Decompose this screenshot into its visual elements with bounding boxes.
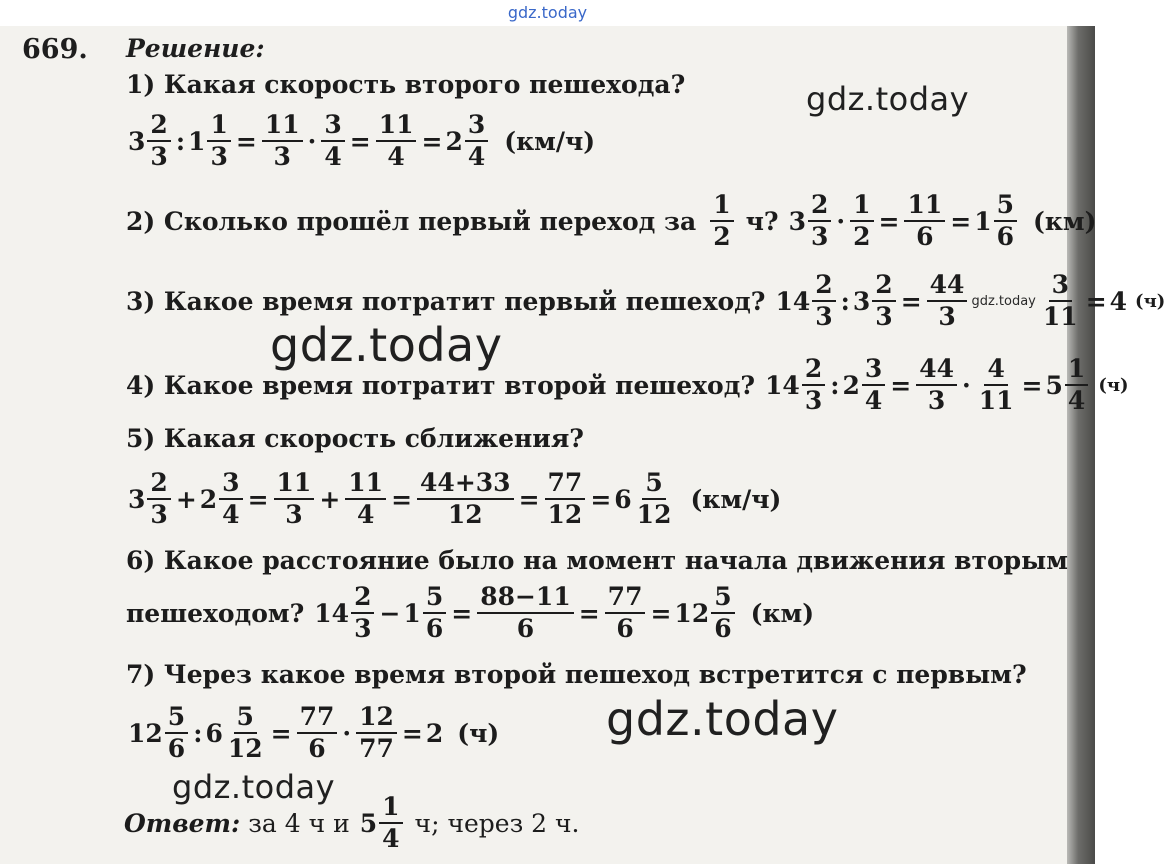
answer-post: ч; через 2 ч. [414,808,580,838]
fraction: $\frac{2}{3}$ [147,112,170,171]
equals-sign: = [590,484,612,514]
question-5-text: 5) Какая скорость сближения? [126,424,584,453]
unit: (км/ч) [690,484,782,514]
fraction: $\frac{3}{4}$ [465,112,488,171]
answer-pre: за 4 ч и [248,808,350,838]
equation-6 [126,584,814,643]
unit: (км/ч) [504,126,596,156]
equals-sign: = [247,484,269,514]
minus-operator: − [379,598,401,628]
fraction: $\frac{2}{3}$ [147,470,170,529]
fraction: $\frac{77}{6}$ [297,704,338,763]
mixed-whole: 14 [775,286,811,316]
fraction: $\frac{88-11}{6}$ [477,584,574,643]
equals-sign: = [391,484,413,514]
fraction: $\frac{2}{3}$ [812,272,835,331]
plus-operator: + [175,484,197,514]
mixed-whole: 5 [1045,370,1063,400]
fraction: $\frac{77}{6}$ [605,584,646,643]
page-binding-edge [1067,26,1095,864]
mixed-whole: 5 [359,808,378,838]
question-7-text: 7) Через какое время второй пешеход встретится с первым? [126,660,1027,689]
fraction: $\frac{5}{6}$ [711,584,734,643]
equals-sign: = [401,718,423,748]
mixed-whole: 14 [314,598,350,628]
mixed-whole: 1 [188,126,206,156]
fraction: $\frac{44+33}{12}$ [417,470,514,529]
equals-sign: = [270,718,292,748]
fraction: $\frac{4}{11}$ [978,354,1014,416]
fraction: $\frac{12}{77}$ [356,704,397,763]
hour-question: ч? [745,206,779,236]
fraction: $\frac{11}{4}$ [345,470,386,529]
equals-sign: = [518,484,540,514]
mixed-whole: 3 [852,286,871,316]
mixed-whole: 3 [128,484,146,514]
mixed-whole: 12 [128,718,163,748]
operator: : [175,126,186,156]
mixed-whole: 2 [842,370,860,400]
fraction: $\frac{3}{4}$ [219,470,242,529]
fraction: $\frac{5}{6}$ [165,704,188,763]
question-7 [126,660,1027,689]
dot-operator: · [342,718,352,748]
fraction: $\frac{2}{3}$ [351,584,374,643]
fraction: $\frac{11}{4}$ [376,112,417,171]
fraction: $\frac{3}{4}$ [321,112,344,171]
mixed-whole: 3 [128,126,146,156]
unit: (ч) [1098,374,1129,396]
equals-sign: = [650,598,672,628]
operator: : [830,370,840,400]
equals-sign: = [421,126,443,156]
fraction: $\frac{11}{3}$ [274,470,315,529]
question-1 [126,70,685,99]
fraction: $\frac{2}{3}$ [802,356,825,415]
question-6 [126,546,1068,575]
question-6-text: 6) Какое расстояние было на момент начала движения вторым [126,546,1068,575]
fraction: $\frac{11}{3}$ [262,112,303,171]
equation-6-lead: пешеходом? [126,598,305,628]
equals-sign: = [578,598,600,628]
result: 2 [425,718,444,748]
inline-watermark: gdz.today [971,293,1036,309]
unit: (км) [750,598,815,628]
fraction: $\frac{2}{3}$ [808,192,831,251]
top-watermark: gdz.today [507,3,588,22]
fraction: $\frac{77}{12}$ [545,470,586,529]
operator: : [840,286,850,316]
fraction: $\frac{1}{2}$ [710,192,733,251]
fraction: $\frac{3}{11}$ [1042,270,1078,332]
mixed-whole: 2 [445,126,463,156]
watermark: gdz.today [606,692,839,746]
question-2 [126,192,1096,251]
fraction: $\frac{3}{4}$ [862,356,885,415]
fraction: $\frac{5}{12}$ [636,468,672,530]
watermark: gdz.today [172,768,336,806]
equals-sign: = [1021,370,1043,400]
fraction: $\frac{1}{2}$ [850,192,873,251]
plus-operator: + [319,484,341,514]
mixed-whole: 6 [614,484,632,514]
fraction: $\frac{44}{3}$ [927,272,968,331]
unit: (ч) [1135,290,1165,312]
mixed-whole: 6 [205,718,223,748]
mixed-whole: 1 [403,598,421,628]
fraction: $\frac{44}{3}$ [916,356,957,415]
equals-sign: = [1085,286,1107,316]
fraction: $\frac{5}{12}$ [227,702,263,764]
equals-sign: = [235,126,257,156]
solution-heading: Решение: [126,34,265,63]
result: 4 [1109,286,1128,316]
fraction: $\frac{11}{6}$ [904,192,945,251]
unit: (км) [1033,206,1097,236]
question-2-text: 2) Сколько прошёл первый переход за [126,206,697,236]
dot-operator: · [962,370,971,400]
mixed-whole: 14 [765,370,800,400]
problem-number: 669. [22,34,88,65]
equals-sign: = [900,286,922,316]
watermark: gdz.today [806,80,970,118]
question-3-text: 3) Какое время потратит первый пешеход? [126,286,766,316]
dot-operator: · [307,126,317,156]
fraction: $\frac{1}{3}$ [207,112,230,171]
operator: : [193,718,203,748]
equation-5 [128,470,781,529]
fraction: $\frac{1}{4}$ [1065,356,1088,415]
equals-sign: = [950,206,972,236]
equals-sign: = [349,126,371,156]
unit: (ч) [457,718,500,748]
fraction: $\frac{5}{6}$ [423,584,446,643]
equation-1 [128,112,595,171]
answer-label: Ответ: [124,808,241,838]
equals-sign: = [451,598,473,628]
mixed-whole: 12 [674,598,710,628]
equation-7 [128,704,499,763]
fraction: $\frac{5}{6}$ [994,192,1017,251]
fraction: $\frac{1}{4}$ [379,794,402,853]
equals-sign: = [890,370,912,400]
question-1-text: 1) Какая скорость второго пешехода? [126,70,686,99]
question-5 [126,424,584,453]
mixed-whole: 1 [974,206,992,236]
mixed-whole: 3 [788,206,806,236]
question-4-text: 4) Какое время потратит второй пешеход? [126,370,756,400]
watermark: gdz.today [270,318,503,372]
mixed-whole: 2 [199,484,218,514]
equals-sign: = [878,206,900,236]
dot-operator: · [836,206,846,236]
fraction: $\frac{2}{3}$ [872,272,895,331]
